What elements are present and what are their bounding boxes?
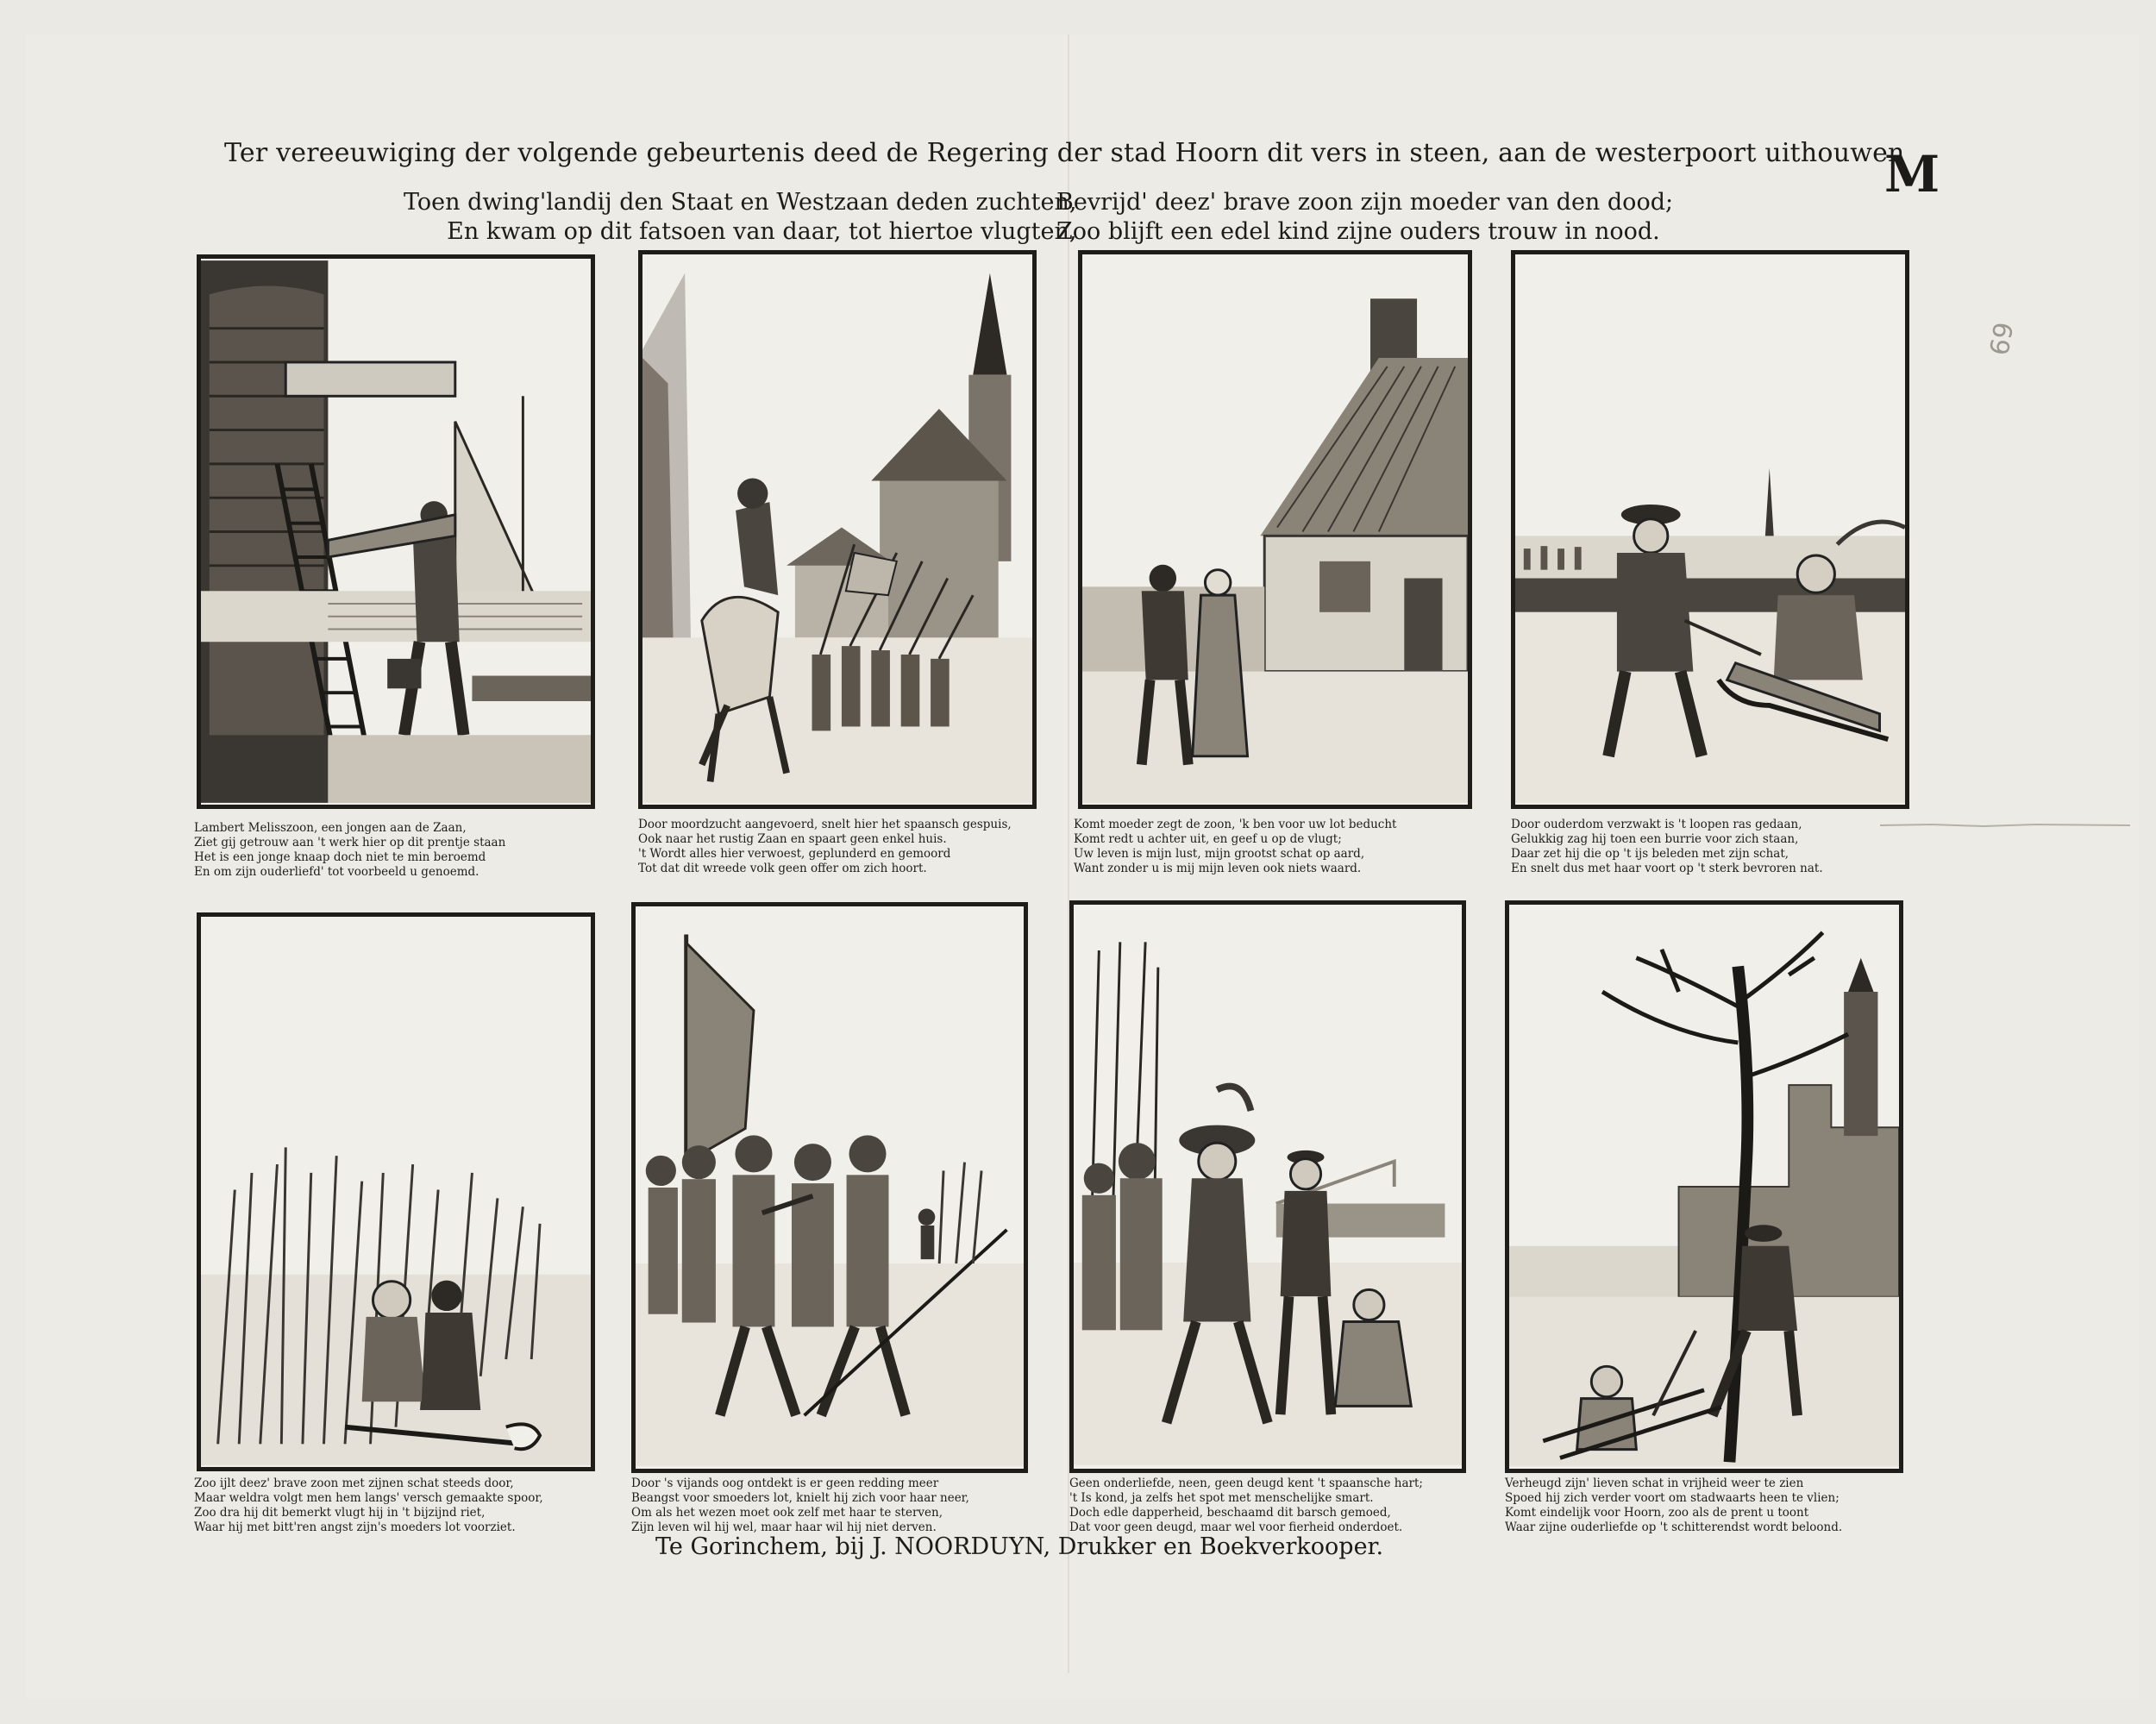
panel-7-image: [1069, 900, 1466, 1473]
caption-3-line-4: Want zonder u is mij mijn leven ook niets waard.: [1074, 862, 1362, 875]
caption-7-line-2: 't Is kond, ja zelfs het spot met menschelijke smart.: [1069, 1491, 1374, 1505]
caption-7-line-4: Dat voor geen deugd, maar wel voor fierheid onderdoet.: [1069, 1520, 1403, 1534]
caption-7-line-1: Geen onderliefde, neen, geen deugd kent 't spaansche hart;: [1069, 1476, 1423, 1490]
panel-2-image: [638, 250, 1037, 809]
scene-sled-on-ice: [1515, 254, 1905, 805]
panel-8-image: [1505, 900, 1903, 1473]
scene-mother-son-cottage: [1082, 254, 1468, 805]
caption-1-line-4: En om zijn ouderliefd' tot voorbeeld u genoemd.: [194, 865, 479, 879]
caption-7: [1069, 1476, 1423, 1535]
page-title: Ter vereeuwiging der volgende gebeurtenis deed de Regering der stad Hoorn dit vers in steen, aan de westerpoort uithouwen: [224, 138, 1905, 168]
caption-8-line-3: Komt eindelijk voor Hoorn, zoo als de prent u toont: [1505, 1506, 1809, 1520]
scene-troops-march: [642, 254, 1032, 805]
caption-8: [1505, 1476, 1842, 1535]
panel-3-image: [1078, 250, 1472, 809]
margin-note: 69: [1982, 319, 2018, 358]
caption-1-line-2: Ziet gij getrouw aan 't werk hier op dit prentje staan: [194, 836, 506, 849]
caption-3-line-3: Uw leven is mijn lust, mijn grootst schat op aard,: [1074, 847, 1365, 861]
caption-6-line-1: Door 's vijands oog ontdekt is er geen redding meer: [631, 1476, 939, 1490]
scene-captain-spares: [1074, 905, 1462, 1469]
caption-2-line-2: Ook naar het rustig Zaan en spaart geen enkel huis.: [638, 832, 947, 846]
panel-5-image: [197, 912, 595, 1471]
verse-right-line-1: Bevrijd' deez' brave zoon zijn moeder van den dood;: [1056, 189, 1674, 216]
caption-2: [638, 818, 1012, 876]
caption-2-line-1: Door moordzucht aangevoerd, snelt hier het spaansch gespuis,: [638, 818, 1012, 831]
caption-2-line-4: Tot dat dit wreede volk geen offer om zich hoort.: [638, 862, 927, 875]
caption-4: [1511, 818, 1823, 876]
caption-5-line-4: Waar hij met bitt'ren angst zijn's moeders lot voorziet.: [194, 1520, 516, 1534]
caption-3: [1074, 818, 1396, 876]
caption-8-line-1: Verheugd zijn' lieven schat in vrijheid weer te zien: [1505, 1476, 1804, 1490]
caption-5: [194, 1476, 543, 1535]
caption-5-line-2: Maar weldra volgt men hem langs' versch gemaakte spoor,: [194, 1491, 543, 1505]
scene-arrival-hoorn: [1509, 905, 1899, 1469]
caption-5-line-1: Zoo ijlt deez' brave zoon met zijnen schat steeds door,: [194, 1476, 514, 1490]
panel-1-image: [197, 254, 595, 809]
verse-left: [404, 188, 1076, 247]
caption-8-line-2: Spoed hij zich verder voort om stadwaarts heen te vlien;: [1505, 1491, 1839, 1505]
paper-tear: [1880, 824, 2130, 827]
caption-5-line-3: Zoo dra hij dit bemerkt vlugt hij in 't bijzijnd riet,: [194, 1506, 486, 1520]
verse-right-line-2: Zoo blijft een edel kind zijne ouders trouw in nood.: [1056, 218, 1660, 245]
caption-1-line-1: Lambert Melisszoon, een jongen aan de Zaan,: [194, 821, 467, 835]
caption-4-line-4: En snelt dus met haar voort op 't sterk bevroren nat.: [1511, 862, 1823, 875]
caption-6-line-3: Om als het wezen moet ook zelf met haar te sterven,: [631, 1506, 943, 1520]
caption-8-line-4: Waar zijne ouderliefde op 't schitterendst wordt beloond.: [1505, 1520, 1843, 1534]
caption-1-line-3: Het is een jonge knaap doch niet te min beroemd: [194, 850, 486, 864]
scene-soldiers-discover: [636, 906, 1024, 1469]
caption-2-line-3: 't Wordt alles hier verwoest, geplunderd en gemoord: [638, 847, 951, 861]
caption-4-line-2: Gelukkig zag hij toen een burrie voor zich staan,: [1511, 832, 1799, 846]
printer-imprint: Te Gorinchem, bij J. NOORDUYN, Drukker en Boekverkooper.: [655, 1533, 1384, 1560]
caption-6-line-2: Beangst voor smoeders lot, knielt hij zich voor haar neer,: [631, 1491, 969, 1505]
scene-mill-worker: [201, 259, 591, 805]
caption-3-line-2: Komt redt u achter uit, en geef u op de vlugt;: [1074, 832, 1342, 846]
verse-left-line-2: En kwam op dit fatsoen van daar, tot hiertoe vlugten,: [447, 218, 1077, 245]
scene-hiding-in-reeds: [201, 917, 591, 1467]
plate-letter: M: [1884, 145, 1940, 204]
caption-7-line-3: Doch edle dapperheid, beschaamd dit barsch gemoed,: [1069, 1506, 1391, 1520]
caption-1: [194, 821, 505, 880]
caption-3-line-1: Komt moeder zegt de zoon, 'k ben voor uw lot beducht: [1074, 818, 1397, 831]
panel-6-image: [631, 902, 1028, 1473]
caption-4-line-3: Daar zet hij die op 't ijs beleden met zijn schat,: [1511, 847, 1789, 861]
caption-6-line-4: Zijn leven wil hij wel, maar haar wil hij niet derven.: [631, 1520, 937, 1534]
verse-left-line-1: Toen dwing'landij den Staat en Westzaan deden zuchten,: [404, 189, 1077, 216]
panel-4-image: [1511, 250, 1909, 809]
caption-4-line-1: Door ouderdom verzwakt is 't loopen ras gedaan,: [1511, 818, 1802, 831]
verse-right: [1056, 188, 1673, 247]
caption-6: [631, 1476, 969, 1535]
